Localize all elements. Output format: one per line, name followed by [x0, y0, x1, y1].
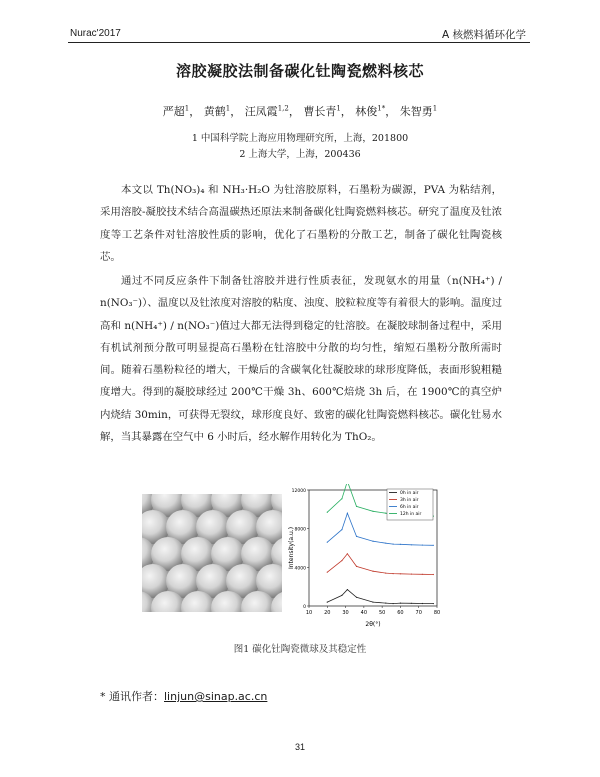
- x-tick-label: 30: [342, 610, 349, 616]
- legend-label: 12h in air: [400, 512, 422, 517]
- abstract-paragraph-2: 通过不同反应条件下制备钍溶胶并进行性质表征，发现氨水的用量（n(NH₄⁺) / n(NO₃⁻)）、温度以及钍浓度对溶胶的粘度、浊度、胶粒粒度等有着很大的影响。温度过高和 n(NH₄⁺) / n(NO₃⁻)值过大都无法得到稳定的钍溶胶。在凝胶球制备过程中，采用有机试剂预分散可明显提高石墨粉在钍溶胶中分散的均匀性，缩短石墨粉分散所需时间。随着石墨粉粒径的增大，干燥后的含碳氧化钍凝胶球的球形度降低，表面形貌粗糙度增大。得到的凝胶球经过 200℃干燥 3h、600℃焙烧 3h 后，在 1900℃的真空炉内烧结 30min，可获得无裂纹，球形度良好、致密的碳化钍陶瓷燃料核芯。碳化钍易水解，当其暴露在空气中 6 小时后，经水解作用转化为 ThO₂。: [100, 275, 502, 444]
- author: 汪凤霞$^{1,2}$: [244, 104, 289, 118]
- data-point: [411, 574, 412, 575]
- y-tick-label: 4000: [294, 566, 306, 572]
- data-point: [422, 545, 423, 546]
- data-point: [422, 574, 423, 575]
- author: 黄鹤$^1$: [203, 104, 231, 118]
- data-point: [385, 513, 386, 514]
- y-tick-label: 0: [303, 605, 306, 610]
- y-axis-label: Intensity(a.u.): [288, 526, 295, 570]
- affiliation-2: 2 上海大学，上海，200436: [239, 149, 361, 160]
- data-point: [356, 506, 357, 507]
- author-list: 严超$^1$， 黄鹤$^1$， 汪凤霞$^{1,2}$， 曹长青$^1$， 林俊$^{1*}$， 朱智勇$^1$: [162, 104, 438, 118]
- x-tick-label: 40: [360, 610, 368, 616]
- x-axis-label: 2θ(°): [365, 621, 381, 628]
- data-point: [411, 603, 412, 604]
- data-point: [356, 566, 357, 567]
- corresponding-author-note: [100, 688, 267, 704]
- email-link[interactable]: linjun@sinap.ac.cn: [164, 690, 268, 703]
- figure-caption: 图1 碳化钍陶瓷微球及其稳定性: [233, 644, 367, 655]
- data-point: [433, 545, 434, 546]
- x-tick-label: 10: [305, 610, 313, 616]
- data-point: [422, 603, 423, 604]
- x-tick-label: 80: [433, 610, 441, 616]
- header-section: A 核燃料循环化学: [441, 29, 526, 41]
- x-tick-label: 60: [397, 610, 404, 616]
- data-point: [356, 536, 357, 537]
- data-point: [327, 602, 328, 603]
- data-point: [347, 589, 348, 590]
- affiliation-1: 1 中国科学院上海应用物理研究所，上海，201800: [191, 133, 409, 144]
- x-tick-label: 20: [324, 610, 331, 616]
- author: 严超$^1$: [162, 104, 190, 118]
- data-point: [327, 542, 328, 543]
- paper-title: 溶胶凝胶法制备碳化钍陶瓷燃料核芯: [175, 62, 424, 80]
- data-point: [400, 603, 401, 604]
- xrd-chart-svg: [287, 484, 445, 628]
- data-point: [347, 513, 348, 514]
- data-point: [341, 529, 342, 530]
- data-point: [327, 512, 328, 513]
- data-point: [393, 603, 394, 604]
- data-point: [327, 572, 328, 573]
- data-point: [372, 541, 373, 542]
- data-point: [433, 603, 434, 604]
- header-conference: Nurac'2017: [70, 28, 121, 39]
- data-point: [347, 553, 348, 554]
- data-point: [385, 573, 386, 574]
- x-tick-label: 70: [415, 610, 422, 616]
- abstract-paragraph-1: 本文以 Th(NO₃)₄ 和 NH₃·H₂O 为钍溶胶原料，石墨粉为碳源，PVA 为粘结剂，采用溶胶-凝胶技术结合高温碳热还原法来制备碳化钍陶瓷燃料核芯。研究了温度及钍浓度等工艺条件对钍溶胶性质的影响，优化了石墨粉的分散工艺，制备了碳化钍陶瓷核芯。: [100, 184, 502, 263]
- data-point: [385, 543, 386, 544]
- data-point: [433, 574, 434, 575]
- page-number: 31: [294, 742, 305, 752]
- author: 曹长青$^1$: [303, 104, 341, 118]
- data-point: [372, 571, 373, 572]
- microsphere-image: [142, 494, 282, 612]
- y-tick-label: 12000: [291, 489, 306, 494]
- data-point: [372, 602, 373, 603]
- header-divider: [68, 42, 530, 43]
- legend-label: 6h in air: [400, 505, 419, 510]
- y-tick-label: 8000: [294, 527, 306, 533]
- legend-label: 0h in air: [400, 491, 419, 496]
- data-point: [356, 597, 357, 598]
- data-point: [393, 544, 394, 545]
- data-point: [411, 544, 412, 545]
- microsphere-photo: [142, 494, 282, 612]
- xrd-chart: [287, 484, 445, 628]
- data-point: [341, 595, 342, 596]
- data-point: [385, 603, 386, 604]
- legend-label: 3h in air: [400, 498, 419, 503]
- x-tick-label: 50: [378, 610, 386, 616]
- data-point: [400, 573, 401, 574]
- data-point: [341, 498, 342, 499]
- data-point: [341, 560, 342, 561]
- data-point: [372, 511, 373, 512]
- author: 朱智勇$^1$: [399, 104, 438, 118]
- author: 林俊$^{1*}$: [355, 104, 386, 118]
- footnote-label: * 通讯作者：: [100, 690, 164, 703]
- data-point: [400, 544, 401, 545]
- data-point: [393, 573, 394, 574]
